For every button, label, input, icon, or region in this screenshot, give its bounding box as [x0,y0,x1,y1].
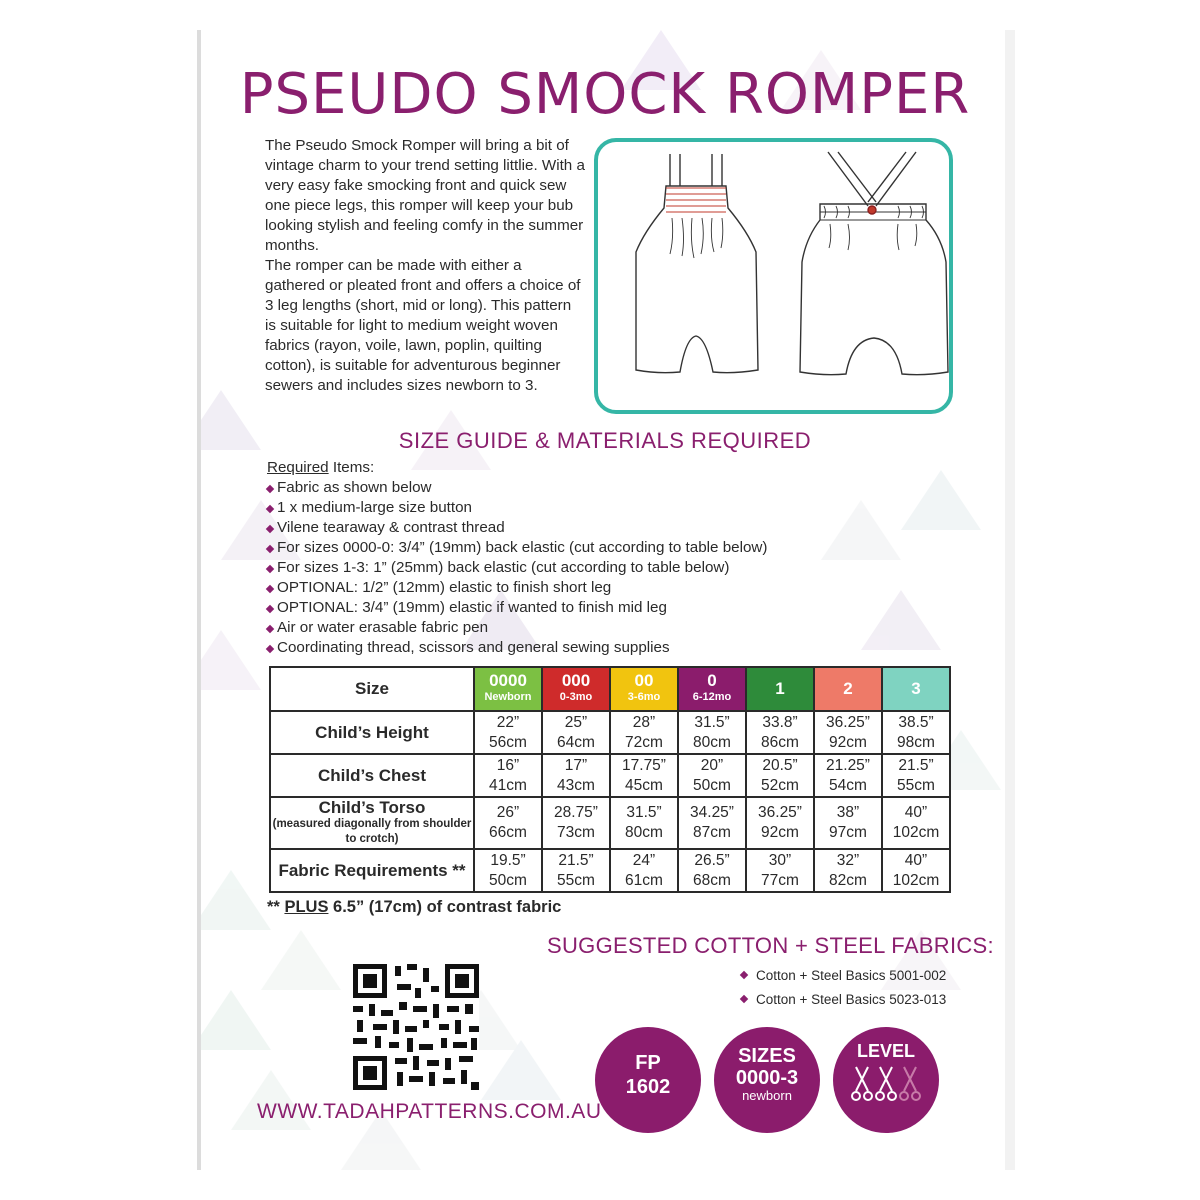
cell-imperial: 21.5” [558,851,594,869]
pattern-back-cover [197,30,1005,1170]
cell-metric: 92cm [829,733,867,751]
cell-imperial: 31.5” [626,804,662,821]
cell-metric: 98cm [897,733,935,751]
sizes-badge [714,1027,820,1133]
cell-metric: 73cm [557,824,595,841]
scissors-icon-2 [876,1067,896,1100]
size-header-1: 1 [746,667,814,711]
required-items [267,458,867,658]
list-item-text: OPTIONAL: 3/4” (19mm) elastic if wanted to finish mid leg [277,599,667,616]
table-cell [678,711,746,754]
cell-imperial: 40” [904,804,928,821]
badge-sizes-line3: newborn [742,1088,792,1103]
table-cell [542,797,610,849]
cell-metric: 86cm [761,733,799,751]
intro-paragraph-2: The romper can be made with either a gathered or pleated front and offers a choice of 3 leg lengths (short, mid or long). This pattern is suitable for light to medium weight woven fabrics (rayon, voile, lawn, poplin, quilting cotton), is suitable for adventurous beginner sewers and includes sizes newborn to 3. [265,257,581,394]
table-row-chest [270,754,950,797]
cell-imperial: 24” [632,851,656,869]
table-cell [814,797,882,849]
list-item [267,558,867,578]
cell-imperial: 26” [496,804,520,821]
cell-metric: 72cm [625,733,663,751]
table-cell [814,849,882,892]
table-cell [814,754,882,797]
row-label-chest: Child’s Chest [270,754,474,797]
row-label-height: Child’s Height [270,711,474,754]
table-cell [882,797,950,849]
size-header-000: 000 0-3mo [542,667,610,711]
row-label-torso-sub: (measured diagonally from shoulder to crotch) [272,818,472,845]
table-cell [474,754,542,797]
romper-front-drawing [636,154,758,373]
table-cell [474,711,542,754]
cell-metric: 80cm [625,824,663,841]
intro-paragraph-1: The Pseudo Smock Romper will bring a bit of vintage charm to your trend setting littlie. With a very easy fake smocking front and quick sew one piece legs, this romper will keep your bub looking stylish and feeling comfy in the summer months. [265,137,585,254]
table-cell [542,711,610,754]
list-item [267,638,867,658]
cell-imperial: 36.25” [758,804,802,821]
list-item-text: Fabric as shown below [277,479,432,496]
cell-metric: 61cm [625,871,663,889]
badge-level-label: LEVEL [856,1041,915,1061]
suggested-fabrics-title: SUGGESTED COTTON + STEEL FABRICS: [547,933,994,958]
table-cell [746,711,814,754]
cell-imperial: 19.5” [490,851,526,869]
size-header-0000: 0000 Newborn [474,667,542,711]
list-item-text: Coordinating thread, scissors and general sewing supplies [277,639,670,656]
cell-imperial: 28.75” [554,804,598,821]
table-cell [746,797,814,849]
table-cell [542,754,610,797]
qr-code[interactable] [353,964,479,1090]
size-header-0: 0 6-12mo [678,667,746,711]
list-item [267,518,867,538]
cell-imperial: 32” [836,851,860,869]
scissors-icon [850,1065,922,1105]
table-cell [814,711,882,754]
table-cell [610,754,678,797]
cell-metric: 41cm [489,776,527,794]
table-row-fabric [270,849,950,892]
fabric-item-text: Cotton + Steel Basics 5023-013 [756,992,947,1007]
romper-illustration-frame [594,138,953,414]
cell-metric: 80cm [693,733,731,751]
list-item [267,618,867,638]
required-list [267,478,867,658]
section-title-size-guide: SIZE GUIDE & MATERIALS REQUIRED [398,428,812,453]
size-header-00: 00 3-6mo [610,667,678,711]
cell-imperial: 21.5” [898,756,934,774]
list-item-text: Vilene tearaway & contrast thread [277,519,505,536]
cell-metric: 54cm [829,776,867,794]
cell-metric: 87cm [693,824,731,841]
table-cell [542,849,610,892]
cell-imperial: 38” [836,804,860,821]
table-cell [678,754,746,797]
table-cell [746,754,814,797]
note-prefix: ** [267,898,285,916]
size-header-row [270,667,950,711]
badge-fp-line1: FP [635,1052,661,1074]
cell-metric: 102cm [892,871,940,889]
cell-imperial: 31.5” [694,713,730,731]
cell-imperial: 21.25” [826,756,870,774]
size-header-2: 2 [814,667,882,711]
table-cell [610,797,678,849]
note-plus: PLUS [284,898,329,916]
cell-imperial: 36.25” [826,713,870,731]
cell-imperial: 22” [496,713,520,731]
scissors-icon-1 [852,1067,872,1100]
contrast-fabric-note [267,898,561,917]
list-item-text: For sizes 1-3: 1” (25mm) back elastic (cut according to table below) [277,559,730,576]
romper-line-drawing [598,142,949,410]
cell-imperial: 38.5” [898,713,934,731]
cell-metric: 64cm [557,733,595,751]
badge-sizes-line1: SIZES [738,1045,796,1067]
cell-imperial: 28” [632,713,656,731]
list-item [267,498,867,518]
row-label-torso-main: Child’s Torso [318,798,426,817]
cell-imperial: 40” [904,851,928,869]
intro-text [265,136,585,396]
cell-imperial: 34.25” [690,804,734,821]
suggested-fabrics-list [741,964,946,1012]
list-item [267,578,867,598]
list-item [741,988,946,1012]
size-header-label: Size [270,667,474,711]
table-cell [678,797,746,849]
table-row-height [270,711,950,754]
cell-imperial: 16” [496,756,520,774]
table-cell [610,849,678,892]
cell-metric: 66cm [489,824,527,841]
cell-metric: 82cm [829,871,867,889]
required-heading-suffix: Items: [328,459,375,476]
cell-metric: 56cm [489,733,527,751]
table-cell [882,711,950,754]
cell-metric: 45cm [625,776,663,794]
cell-metric: 97cm [829,824,867,841]
table-cell [882,849,950,892]
table-row-torso [270,797,950,849]
cell-metric: 92cm [761,824,799,841]
scissors-icon-3 [900,1067,920,1100]
list-item [267,538,867,558]
skill-level-badge [833,1027,939,1133]
required-heading [267,458,867,478]
note-rest: 6.5” (17cm) of contrast fabric [328,898,562,916]
row-label-torso [270,797,474,849]
list-item-text: Air or water erasable fabric pen [277,619,489,636]
pattern-number-badge [595,1027,701,1133]
table-cell [474,797,542,849]
list-item [267,598,867,618]
table-cell [746,849,814,892]
cell-imperial: 20.5” [762,756,798,774]
cell-metric: 68cm [693,871,731,889]
table-cell [474,849,542,892]
cell-metric: 50cm [693,776,731,794]
list-item [267,478,867,498]
cell-imperial: 26.5” [694,851,730,869]
cell-metric: 77cm [761,871,799,889]
cell-imperial: 17.75” [622,756,666,774]
cell-imperial: 25” [564,713,588,731]
list-item-text: 1 x medium-large size button [277,499,472,516]
required-heading-underlined: Required [267,459,329,476]
cell-metric: 43cm [557,776,595,794]
size-header-3: 3 [882,667,950,711]
cell-imperial: 20” [700,756,724,774]
badge-fp-line2: 1602 [625,1076,671,1098]
website-link[interactable]: WWW.TADAHPATTERNS.COM.AU [257,1100,602,1123]
cell-metric: 50cm [489,871,527,889]
page-title: PSEUDO SMOCK ROMPER [239,62,971,127]
cell-metric: 55cm [557,871,595,889]
list-item [741,964,946,988]
cell-metric: 52cm [761,776,799,794]
cell-imperial: 33.8” [762,713,798,731]
cell-imperial: 30” [768,851,792,869]
row-label-fabric: Fabric Requirements ** [270,849,474,892]
fabric-item-text: Cotton + Steel Basics 5001-002 [756,968,947,983]
table-cell [882,754,950,797]
romper-back-drawing [800,152,948,375]
size-chart-table [269,666,951,893]
cell-metric: 102cm [892,824,940,841]
list-item-text: For sizes 0000-0: 3/4” (19mm) back elastic (cut according to table below) [277,539,768,556]
badge-sizes-line2: 0000-3 [735,1067,799,1089]
cell-imperial: 17” [564,756,588,774]
cell-metric: 55cm [897,776,935,794]
table-cell [678,849,746,892]
table-cell [610,711,678,754]
list-item-text: OPTIONAL: 1/2” (12mm) elastic to finish short leg [277,579,612,596]
